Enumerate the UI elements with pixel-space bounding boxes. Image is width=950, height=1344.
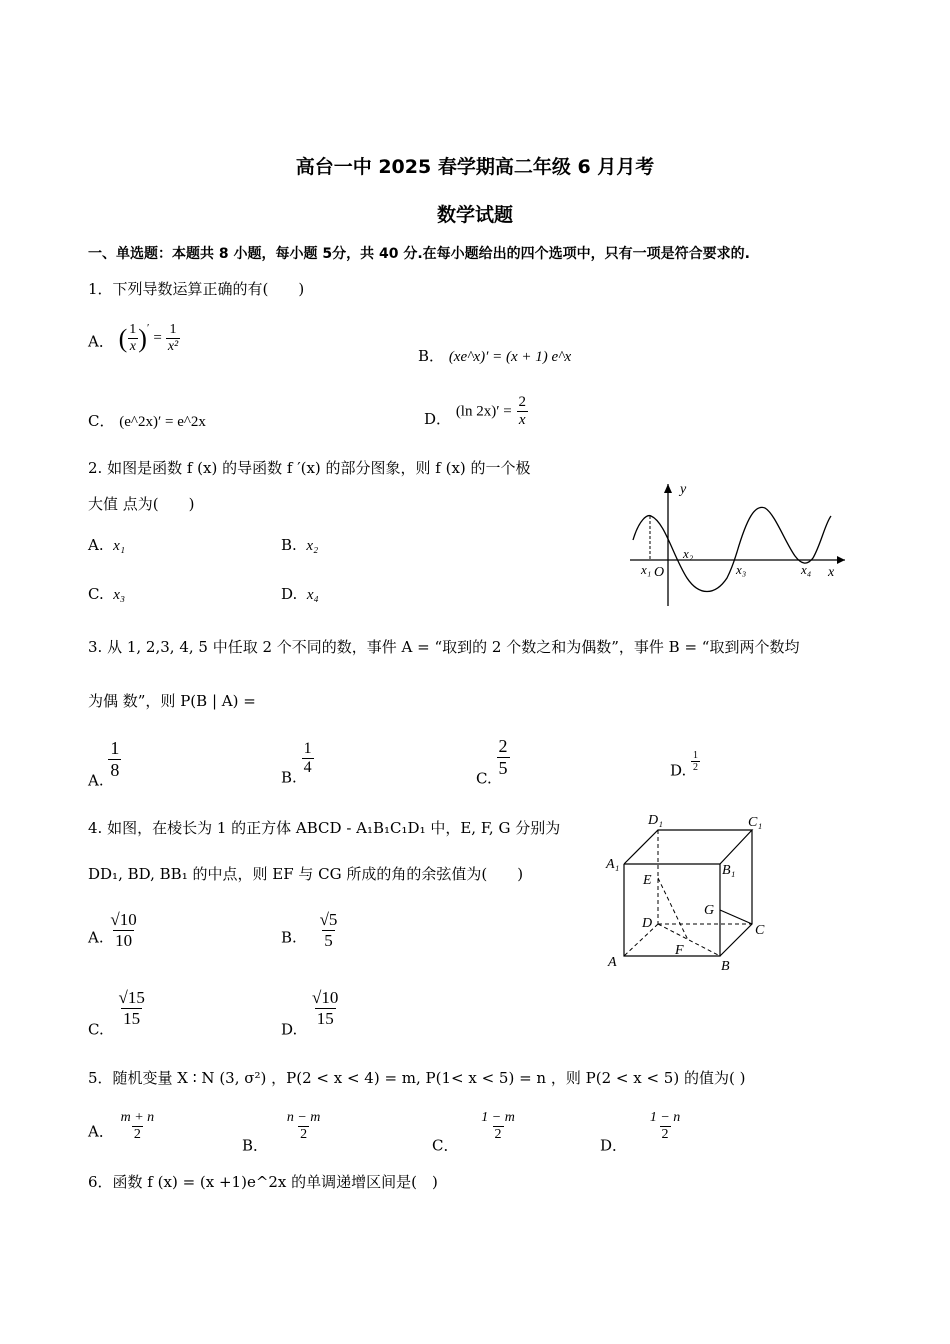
q2-a-label: A.	[88, 536, 104, 554]
cube-top-face	[624, 830, 752, 864]
q5-option-c[interactable]	[432, 1110, 517, 1156]
q4-d-den: 15	[316, 1009, 334, 1028]
q5-b-den: 2	[300, 1127, 308, 1142]
label-d: D	[642, 916, 653, 931]
q5-b-label: B．	[242, 1136, 269, 1155]
q3-d-label: D.	[670, 761, 687, 780]
label-b: B	[721, 959, 730, 974]
q5-stem: 5．随机变量 X ∶ N (3, σ²) ，P(2 < x < 4) = m, P(1< x < 5) = n ，则 P(2 < x < 5) 的值为( )	[88, 1069, 746, 1087]
label-a: A	[608, 955, 617, 970]
q2-c-label: C.	[88, 585, 104, 603]
label-b1: B₁	[722, 863, 736, 878]
label-e: E	[643, 873, 652, 888]
q5-option-d[interactable]	[600, 1110, 682, 1156]
segment-cg	[720, 910, 752, 924]
label-c1: C₁	[748, 815, 763, 830]
q3-c-num: 2	[498, 736, 508, 756]
q1-option-c[interactable]	[88, 410, 206, 431]
x3-label: x₃	[736, 562, 747, 577]
q1-option-d[interactable]	[424, 394, 528, 429]
q2-option-c[interactable]	[88, 585, 125, 604]
q4-c-den: 15	[123, 1009, 141, 1028]
label-c: C	[755, 923, 765, 938]
q5-a-num: m + n	[120, 1110, 155, 1125]
q5-c-num: 1 − m	[481, 1110, 515, 1125]
q3-stem-line1: 3. 从 1, 2,3, 4, 5 中任取 2 个不同的数，事件 A = “取到的 2 个数之和为偶数”，事件 B = “取到两个数均	[88, 638, 800, 656]
q3-option-c[interactable]	[476, 736, 510, 788]
q1-a-rhs-den: x²	[167, 339, 179, 354]
q1-a-label: A．	[88, 332, 114, 351]
cube-right-edge	[720, 830, 752, 956]
q4-d-label: D.	[281, 1020, 298, 1039]
q4-b-num: √5	[319, 910, 338, 929]
q5-d-label: D．	[600, 1136, 628, 1155]
y-axis-arrow	[664, 484, 672, 493]
q3-c-den: 5	[498, 758, 508, 778]
q3-a-den: 8	[110, 760, 120, 780]
q3-option-a[interactable]	[88, 738, 121, 790]
q4-option-d[interactable]	[281, 988, 340, 1039]
q4-a-label: A.	[88, 928, 104, 947]
exam-subtitle: 数学试题	[436, 204, 513, 226]
q2-a-value: x₁	[113, 538, 126, 554]
q5-c-label: C．	[432, 1136, 459, 1155]
q1-d-lhs: (ln 2x)′ =	[455, 403, 512, 420]
q3-a-label: A.	[88, 771, 104, 790]
q3-option-b[interactable]	[281, 740, 314, 787]
q2-option-d[interactable]	[281, 585, 319, 604]
q1-d-num: 2	[518, 394, 526, 410]
q3-d-num: 1	[693, 750, 699, 761]
q4-c-label: C.	[88, 1020, 104, 1039]
q2-stem-line2: 大值 点为( )	[88, 495, 195, 513]
q4-b-den: 5	[324, 931, 333, 950]
q1-d-den: x	[518, 412, 526, 428]
q2-b-label: B.	[281, 536, 297, 554]
q4-option-c[interactable]	[88, 988, 147, 1039]
q5-a-label: A．	[88, 1122, 114, 1141]
x-axis-arrow	[837, 556, 845, 564]
q3-b-den: 4	[303, 759, 312, 776]
edge-da	[624, 924, 658, 956]
q4-d-num: √10	[312, 988, 339, 1007]
q5-c-den: 2	[494, 1127, 502, 1142]
q2-stem-line1: 2. 如图是函数 f (x) 的导函数 f ′(x) 的部分图象，则 f (x) 的一个极	[88, 459, 531, 477]
q3-b-num: 1	[303, 740, 312, 757]
q2-b-value: x₂	[306, 538, 319, 554]
q1-stem: 1．下列导数运算正确的有( )	[88, 280, 305, 298]
q4-b-label: B.	[281, 928, 297, 947]
q1-option-a[interactable]	[88, 322, 180, 355]
q4-cube-figure	[600, 806, 775, 976]
q2-d-value: x₄	[306, 587, 319, 603]
q3-option-d[interactable]	[670, 750, 700, 780]
q2-d-label: D.	[281, 585, 298, 603]
q5-d-den: 2	[661, 1127, 669, 1142]
q1-c-expr: (e^2x)′ = e^2x	[119, 414, 206, 430]
q1-a-num: 1	[129, 322, 137, 337]
q2-derivative-graph	[625, 478, 850, 610]
label-a1: A₁	[606, 857, 620, 872]
q3-b-label: B.	[281, 768, 297, 787]
q2-c-value: x₃	[113, 587, 126, 603]
q1-b-expr: (xe^x)′ = (x + 1) e^x	[448, 349, 572, 365]
q4-option-a[interactable]	[88, 910, 139, 951]
q3-c-label: C.	[476, 769, 492, 788]
q1-b-label: B．	[418, 347, 445, 365]
q1-option-b[interactable]	[418, 345, 571, 366]
x2-label: x₂	[683, 546, 694, 561]
q1-a-rhs-num: 1	[169, 322, 177, 337]
q3-a-num: 1	[110, 738, 120, 758]
x-label: x	[828, 565, 835, 580]
exam-title: 高台一中 2025 春学期高二年级 6 月月考	[295, 156, 655, 178]
label-d1: D₁	[648, 813, 663, 828]
q1-a-den: x	[129, 339, 136, 354]
q1-c-label: C．	[88, 412, 115, 430]
q1-d-label: D．	[424, 410, 452, 428]
y-label: y	[680, 482, 687, 497]
q4-option-b[interactable]	[281, 910, 339, 951]
q4-a-den: 10	[115, 931, 133, 950]
q3-d-den: 2	[693, 762, 699, 773]
q5-option-b[interactable]	[242, 1110, 322, 1156]
q5-a-den: 2	[133, 1127, 141, 1142]
q4-stem-line2: DD₁, BD, BB₁ 的中点，则 EF 与 CG 所成的角的余弦值为( )	[88, 865, 524, 883]
label-f: F	[675, 943, 684, 958]
q5-b-num: n − m	[286, 1110, 321, 1125]
x4-label: x₄	[801, 562, 812, 577]
q5-d-num: 1 − n	[649, 1110, 681, 1125]
q4-a-num: √10	[110, 910, 137, 929]
label-g: G	[704, 903, 715, 918]
q2-option-b[interactable]	[281, 536, 318, 555]
q4-stem-line1: 4. 如图，在棱长为 1 的正方体 ABCD - A₁B₁C₁D₁ 中，E, F, G 分别为	[88, 819, 561, 837]
q1-a-expr: ( $\frac{1}{x}$ ) ′ = $\frac{1}{\text{x²}}$	[118, 322, 179, 354]
q3-stem-line2: 为偶 数”，则 P(B | A) =	[88, 692, 256, 710]
section-heading: 一、单选题：本题共 8 小题，每小题 5分，共 40 分.在每小题给出的四个选项中，只有一项是符合要求的.	[88, 246, 750, 262]
q6-stem: 6．函数 f (x) = (x +1)e^2x 的单调递增区间是( )	[88, 1173, 438, 1191]
q4-c-num: √15	[118, 988, 145, 1007]
diag-db	[658, 924, 720, 956]
origin-label: O	[654, 565, 665, 580]
x1-label: x₁	[641, 562, 652, 577]
q5-option-a[interactable]	[88, 1110, 156, 1143]
segment-ef	[658, 878, 688, 940]
q2-option-a[interactable]	[88, 536, 125, 555]
